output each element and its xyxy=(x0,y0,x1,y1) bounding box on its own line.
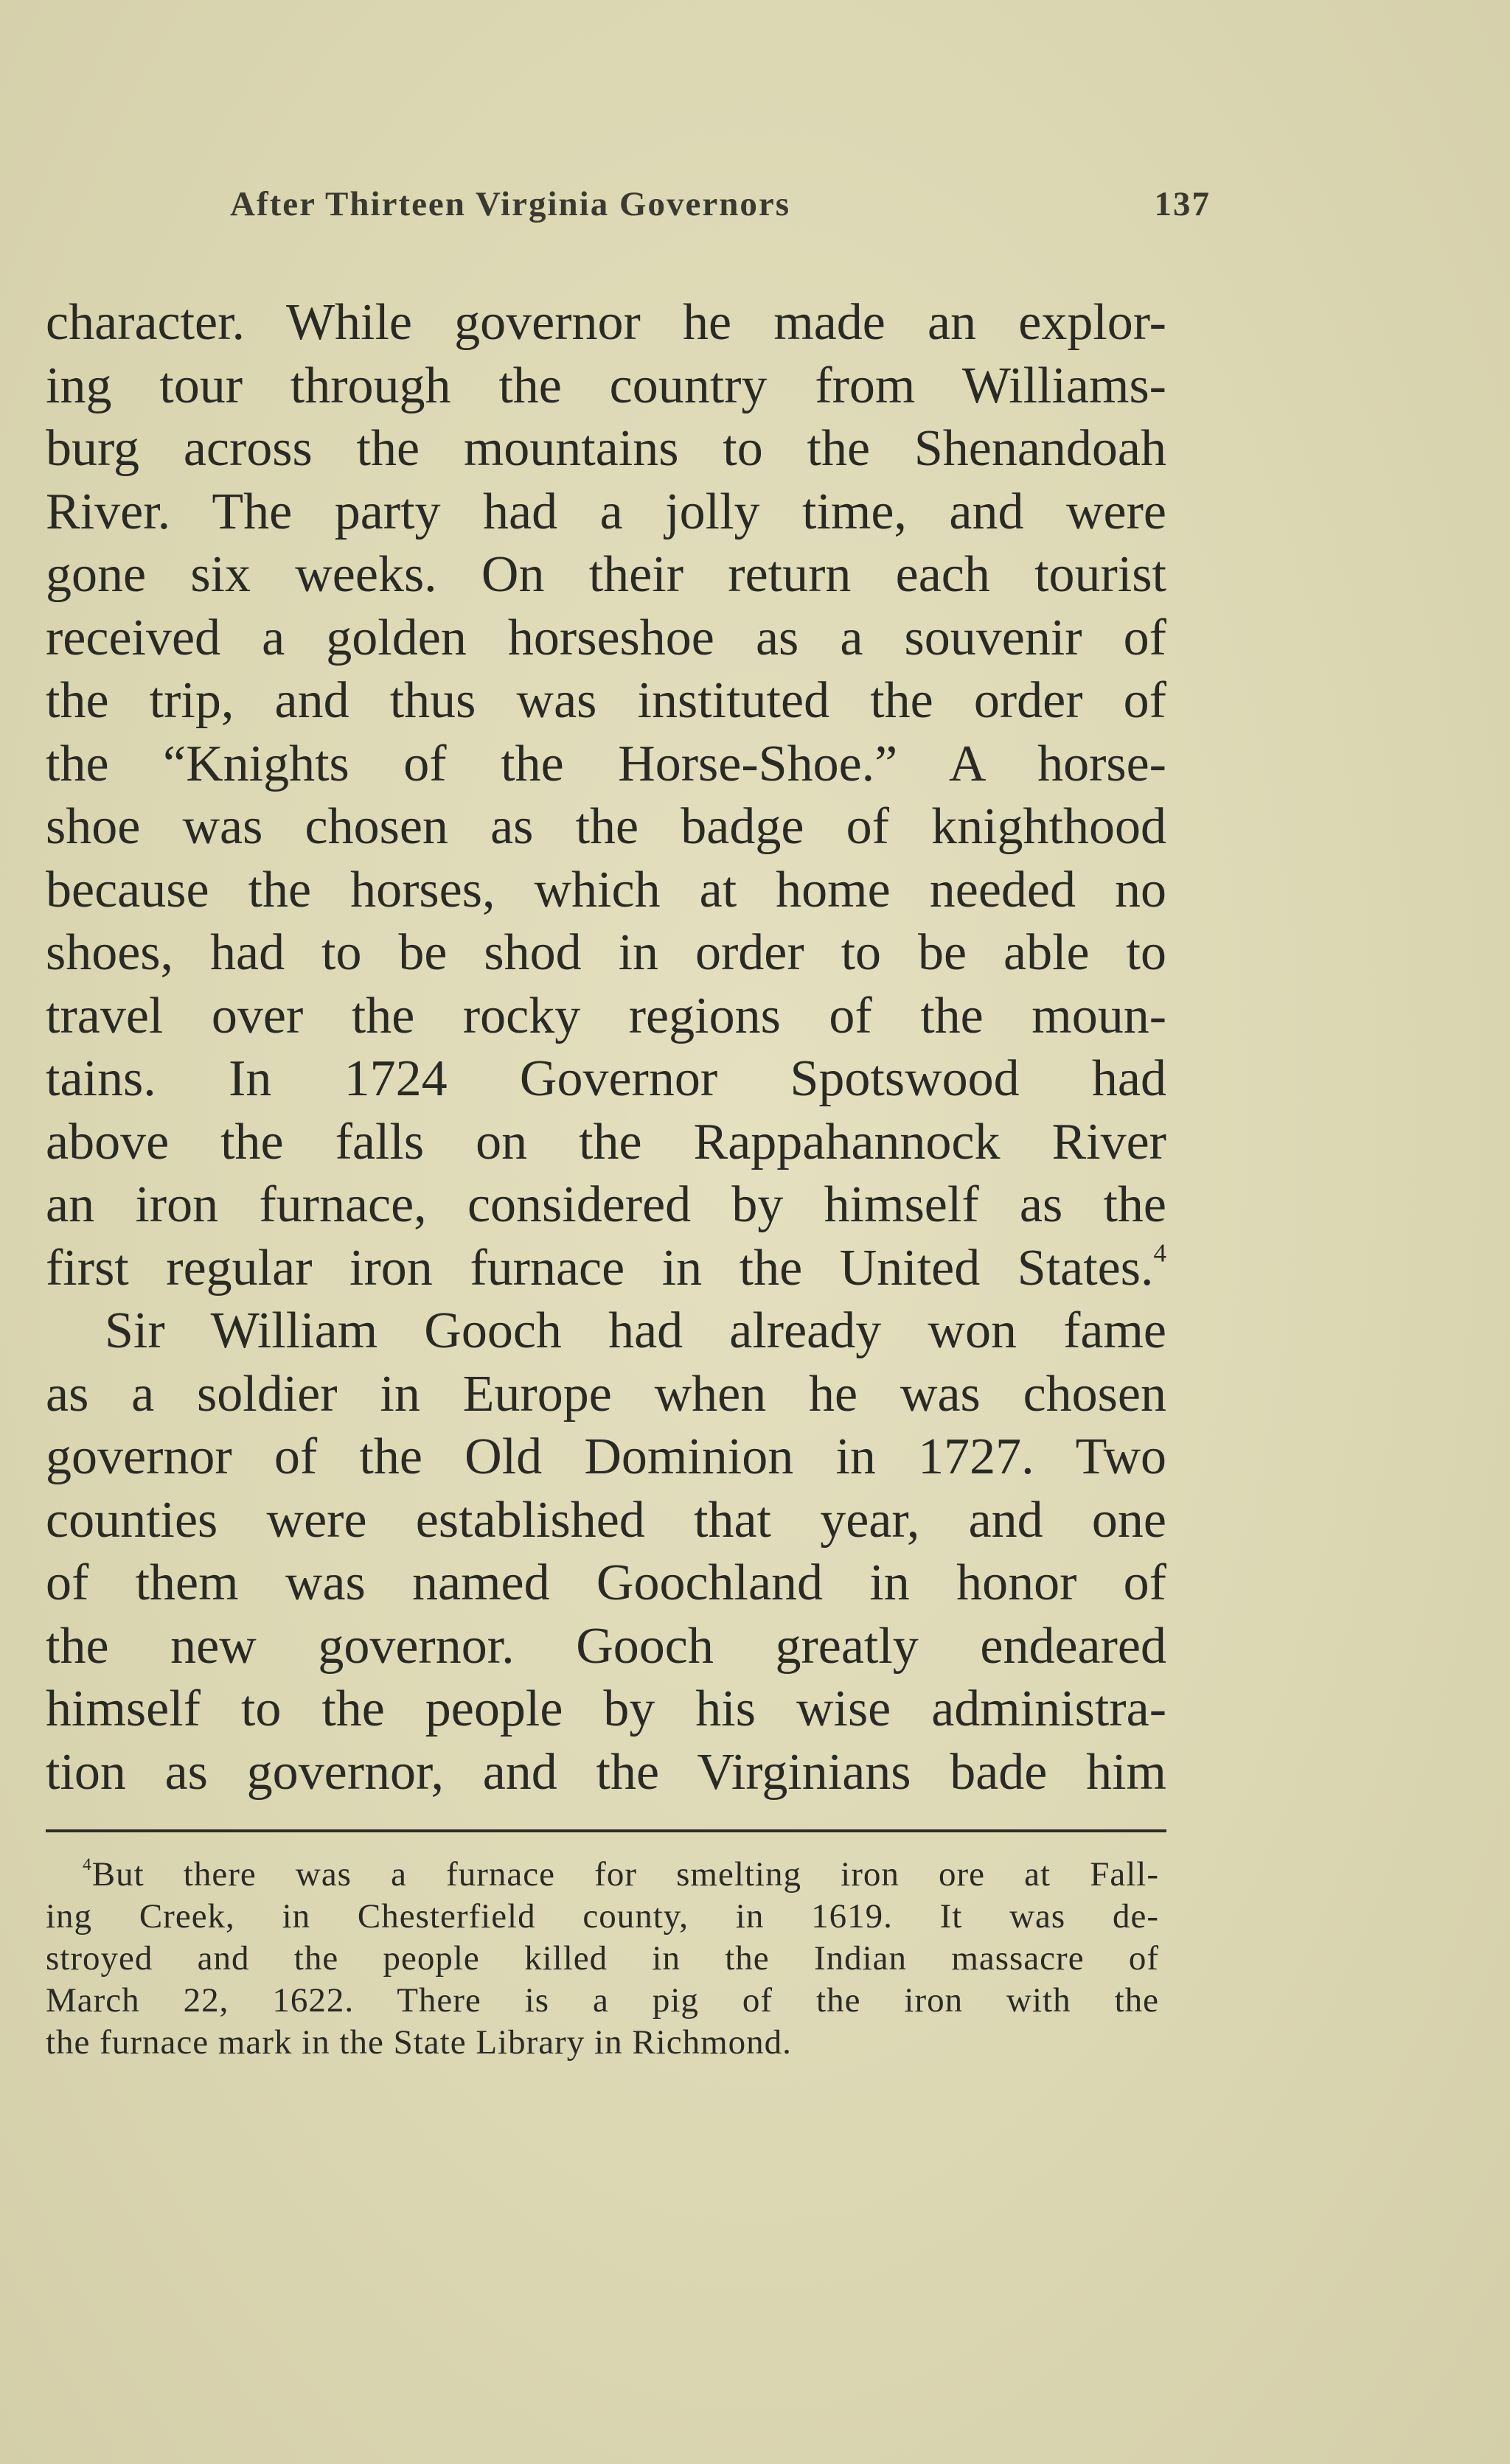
body-line: because the horses, which at home needed no xyxy=(46,861,1166,918)
body-line: travel over the rocky regions of the moun- xyxy=(46,987,1166,1044)
body-line: River. The party had a jolly time, and were xyxy=(46,483,1166,540)
body-line: the trip, and thus was instituted the order of xyxy=(46,672,1166,729)
footnote-reference: 4 xyxy=(1153,1238,1166,1267)
body-line: burg across the mountains to the Shenandoah xyxy=(46,420,1166,477)
book-page xyxy=(46,0,1211,2464)
running-head-title: After Thirteen Virginia Governors xyxy=(230,185,791,223)
page-number: 137 xyxy=(1154,185,1211,223)
body-line-paragraph-start: Sir William Gooch had already won fame xyxy=(105,1302,1166,1359)
body-line: himself to the people by his wise administra- xyxy=(46,1681,1166,1737)
body-line: an iron furnace, considered by himself as the xyxy=(46,1176,1166,1233)
body-line: shoes, had to be shod in order to be able to xyxy=(46,924,1166,981)
body-line: of them was named Goochland in honor of xyxy=(46,1554,1166,1611)
body-line: tains. In 1724 Governor Spotswood had xyxy=(46,1050,1166,1107)
body-text xyxy=(46,291,1166,1804)
footnote-line xyxy=(46,1854,1159,1896)
body-line: as a soldier in Europe when he was chosen xyxy=(46,1365,1166,1423)
body-line: the new governor. Gooch greatly endeared xyxy=(46,1617,1166,1675)
footnote-marker: 4 xyxy=(83,1854,92,1874)
body-line: character. While governor he made an explor- xyxy=(46,294,1166,351)
body-line: counties were established that year, and one xyxy=(46,1491,1166,1549)
body-line: gone six weeks. On their return each tourist xyxy=(46,546,1166,603)
running-head xyxy=(230,184,1211,236)
body-line: shoe was chosen as the badge of knighthood xyxy=(46,798,1166,855)
body-line-text: first regular iron furnace in the United States. xyxy=(46,1239,1154,1296)
footnote-line: stroyed and the people killed in the Indian massacre of xyxy=(46,1939,1159,1978)
footnote-divider xyxy=(46,1829,1166,1832)
body-line: governor of the Old Dominion in 1727. Two xyxy=(46,1428,1166,1485)
footnote xyxy=(46,1854,1159,2064)
footnote-line-text: But there was a furnace for smelting iron ore at Fall- xyxy=(91,1855,1159,1894)
body-line: tion as governor, and the Virginians bade him xyxy=(46,1743,1166,1801)
body-line: ing tour through the country from Williams- xyxy=(46,357,1166,414)
body-line: the “Knights of the Horse-Shoe.” A horse- xyxy=(46,735,1166,792)
footnote-line: ing Creek, in Chesterfield county, in 1619. It was de- xyxy=(46,1897,1159,1936)
body-line-with-footnote-ref xyxy=(46,1237,1166,1300)
body-line: received a golden horseshoe as a souvenir of xyxy=(46,609,1166,666)
body-line: above the falls on the Rappahannock River xyxy=(46,1113,1166,1170)
footnote-line: the furnace mark in the State Library in Richmond. xyxy=(46,2023,792,2062)
footnote-line: March 22, 1622. There is a pig of the iron with the xyxy=(46,1981,1159,2020)
